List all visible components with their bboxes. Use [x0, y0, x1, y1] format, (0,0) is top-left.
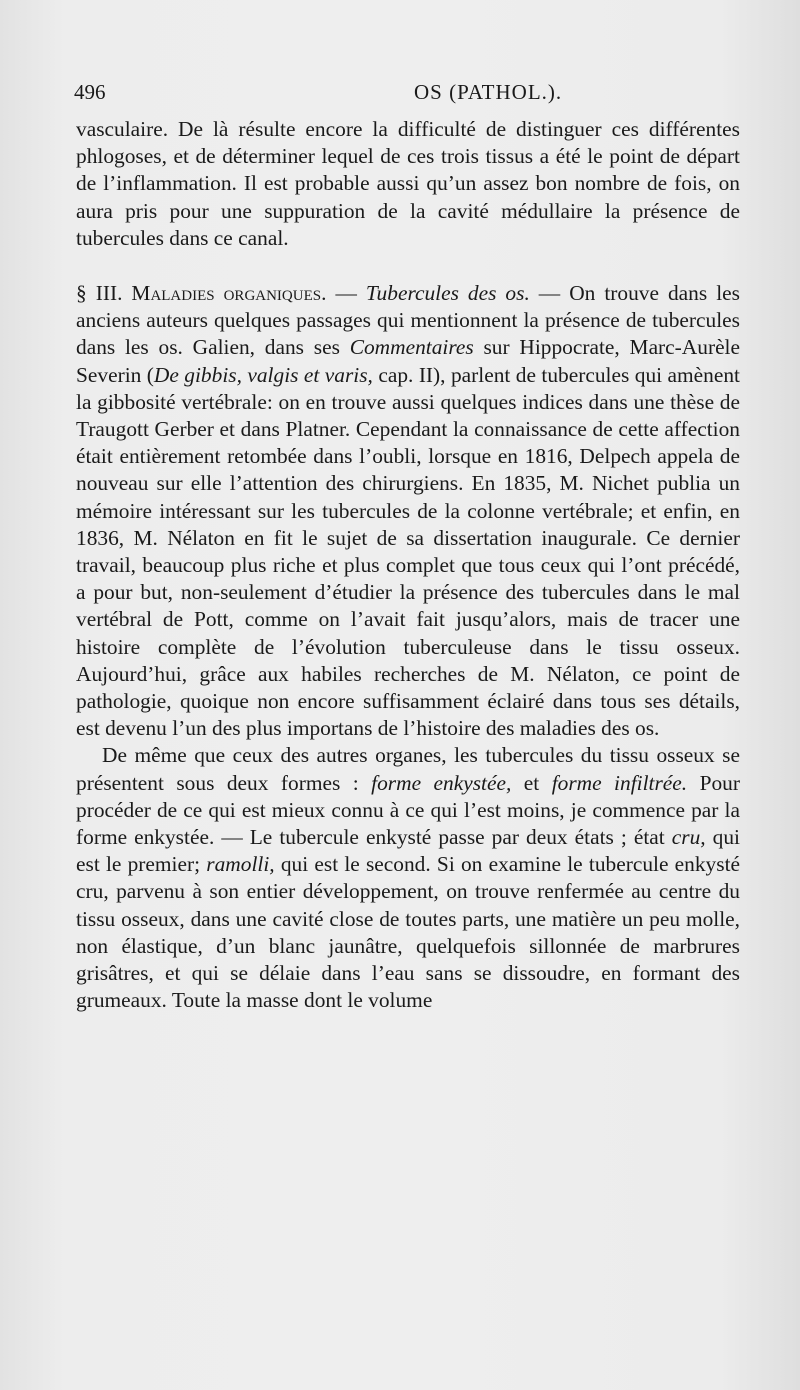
- page-header: [74, 80, 740, 114]
- running-title: OS (PATHOL.).: [414, 80, 563, 104]
- paragraph-2-seg-1: On trouve dans les anciens auteurs quelques passages qui mentionnent la présence de tubercules dans les os. Galien, dans ses: [76, 281, 740, 360]
- section-title: Maladies organiques.: [131, 281, 327, 306]
- paragraph-3-seg-5: qui est le second. Si on examine le tubercule enkysté cru, parvenu à son entier développement, on trouve renfermée au centre du tissu osseux, dans une cavité close de toutes parts, une matière un peu molle, non élastique, d’un blanc jaunâtre, quelquefois sillonnée de marbrures grisâtres, et qui se délaie dans l’eau sans se dissoudre, en formant des grumeaux. Toute la masse dont le volume: [76, 852, 741, 1013]
- paragraph-2-italic-2: De gibbis, valgis et varis,: [153, 362, 373, 387]
- dash-2: —: [529, 281, 570, 306]
- paragraph-2-seg-2: sur Hippocrate, Marc-Aurèle Severin (: [76, 335, 740, 387]
- paragraph-1-text: vasculaire. De là résulte encore la difficulté de distinguer ces différentes phlogoses, et de déterminer lequel de ces trois tissus a été le point de départ de l’inflammation. Il est probable aussi qu’un assez bon nombre de fois, on aura pris pour une suppuration de la cavité médullaire la présence de tubercules dans ce canal.: [76, 117, 740, 250]
- paragraph-3-seg-3: Pour procéder de ce qui est mieux connu à ce qui l’est moins, je commence par la forme enkystée. — Le tubercule enkysté passe par deux états ; état: [76, 770, 740, 850]
- paragraph-3-seg-1: De même que ceux des autres organes, les tubercules du tissu osseux se présentent sous deux formes :: [76, 743, 740, 795]
- paragraph-2-seg-3: cap. II), parlent de tubercules qui amènent la gibbosité vertébrale: on en trouve aussi quelques indices dans une thèse de Traugott Gerber et dans Platner. Cependant la connaissance de cette affection était entièrement retombée dans l’oubli, lorsque en 1816, Delpech appela de nouveau sur elle l’attention des chirurgiens. En 1835, M. Nichet publia un mémoire intéressant sur les tubercules de la colonne vertébrale; et enfin, en 1836, M. Nélaton en fit le sujet de sa dissertation inaugurale. Ce dernier travail, beaucoup plus riche et plus complet que tous ceux qui l’ont précédé, a pour but, non-seulement d’étudier la présence des tubercules dans le mal vertébral de Pott, comme on l’avait fait jusqu’alors, mais de tracer une histoire complète de l’évolution tuberculeuse dans le tissu osseux. Aujourd’hui, grâce aux habiles recherches de M. Nélaton, ce point de pathologie, quoique non encore suffisamment éclairé dans tous ses détails, est devenu l’un des plus importans de l’histoire des maladies des os.: [76, 362, 740, 741]
- section-label: § III.: [76, 281, 123, 306]
- paragraph-1: [76, 116, 740, 252]
- paragraph-3-seg-2: et: [511, 770, 552, 795]
- paragraph-2-italic-1: Commentaires: [349, 335, 474, 360]
- section-subtitle: Tubercules des os.: [365, 281, 530, 306]
- paragraph-3: [76, 742, 740, 1014]
- paragraph-3-italic-1: forme enkystée,: [371, 770, 512, 795]
- paragraph-3-italic-2: forme infiltrée.: [551, 770, 688, 795]
- paragraph-2: [76, 280, 740, 742]
- paragraph-3-italic-4: ramolli,: [206, 852, 275, 877]
- page-number: 496: [74, 80, 106, 104]
- body-text: [76, 116, 740, 1015]
- paragraph-3-italic-3: cru,: [671, 825, 706, 850]
- dash-1: —: [326, 281, 366, 306]
- paragraph-3-seg-4: qui est le premier;: [76, 825, 740, 877]
